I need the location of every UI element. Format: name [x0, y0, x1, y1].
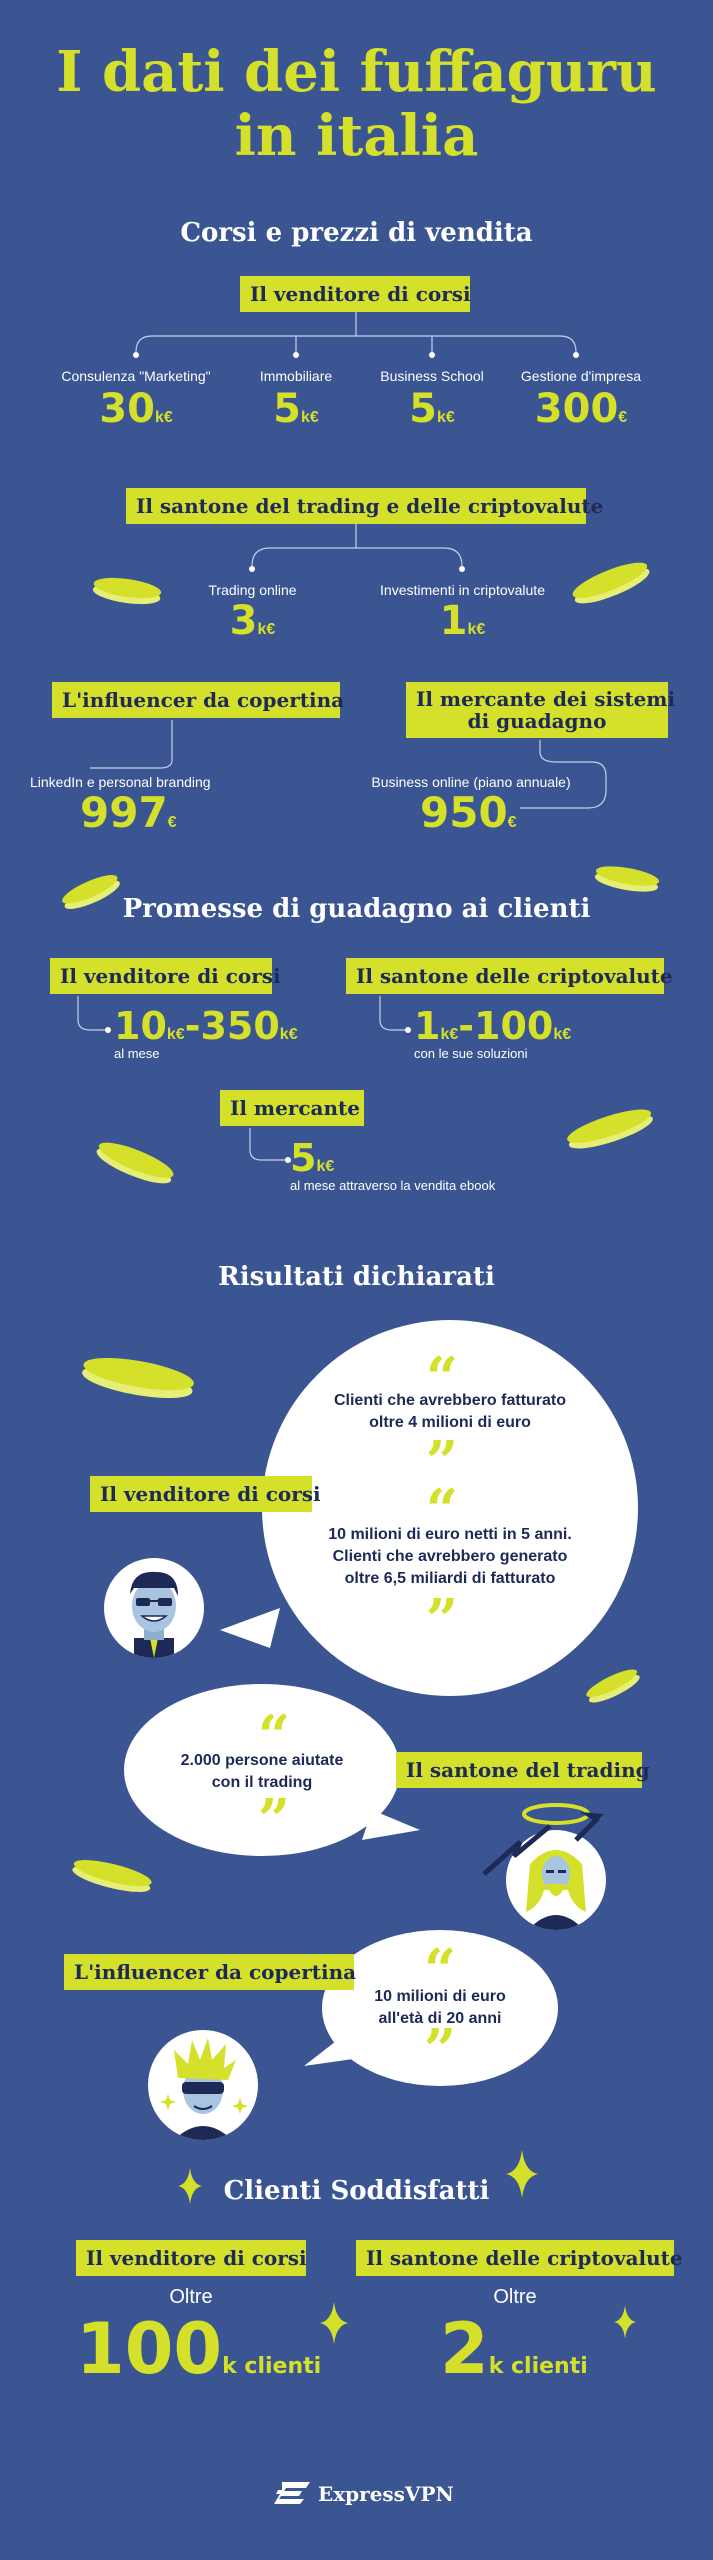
influencer-label: LinkedIn e personal branding	[30, 774, 211, 790]
courses-seller-tag: Il venditore di corsi	[240, 276, 470, 312]
clients-crypto-tag: Il santone delle criptovalute	[356, 2240, 674, 2276]
trading-label-online: Trading online	[208, 582, 297, 598]
coin-icon	[66, 1854, 158, 1898]
seller-quote-2: 10 milioni di euro netti in 5 anni. Clienti che avrebbero generato oltre 6,5 miliardi di fatturato	[328, 1526, 572, 1587]
results-trading-tag: Il santone del trading	[396, 1752, 642, 1788]
course-label-gestione: Gestione d'impresa	[520, 368, 642, 384]
promises-crypto-range: 1k€-100k€	[414, 1004, 572, 1048]
courses-merchant-tag: Il mercante dei sistemi di guadagno	[406, 682, 668, 738]
courses-influencer-tag: L'influencer da copertina	[52, 682, 340, 718]
merchant-price: 950€	[420, 788, 517, 837]
seller-avatar	[104, 1558, 204, 1658]
course-label-immobiliare: Immobiliare	[259, 368, 333, 384]
footer-brand-label: ExpressVPN	[318, 2482, 454, 2506]
promises-crypto-tag: Il santone delle criptovalute	[346, 958, 664, 994]
footer-brand[interactable]	[272, 2476, 454, 2510]
influencer-quote: 10 milioni di euro all'età di 20 anni	[374, 1988, 506, 2027]
influencer-avatar-icon	[148, 2030, 258, 2140]
promises-merchant-note: al mese attraverso la vendita ebook	[290, 1178, 496, 1193]
coin-icon	[56, 870, 126, 914]
clients-crypto-value: 2k clienti	[440, 2308, 588, 2390]
trading-quote: 2.000 persone aiutate con il trading	[180, 1752, 344, 1791]
trading-price-online: 3k€	[229, 598, 276, 644]
coin-icon	[562, 1104, 658, 1154]
course-label-business-school: Business School	[380, 368, 484, 384]
results-seller-tag: Il venditore di corsi	[90, 1476, 312, 1512]
seller-quote-1: Clienti che avrebbero fatturato oltre 4 milioni di euro	[333, 1392, 567, 1431]
merchant-label: Business online (piano annuale)	[371, 774, 571, 790]
promises-heading: Promesse di guadagno ai clienti	[122, 894, 591, 924]
coin-icon	[590, 862, 664, 896]
coin-icon	[90, 574, 164, 608]
clients-heading: Clienti Soddisfatti	[223, 2176, 490, 2206]
course-price-marketing: 30k€	[99, 386, 173, 432]
influencer-avatar	[148, 2030, 258, 2140]
course-price-immobiliare: 5k€	[273, 386, 319, 432]
sparkle-icon	[320, 2300, 348, 2346]
expressvpn-logo-icon	[272, 2480, 312, 2506]
sparkle-icon	[506, 2148, 538, 2200]
influencer-close-quote: ”	[423, 2017, 457, 2083]
seller-close-quote-1: ”	[425, 1429, 459, 1495]
lightning-icon	[480, 1808, 620, 1878]
promises-seller-range: 10k€-350k€	[114, 1004, 298, 1048]
clients-seller-value: 100k clienti	[76, 2308, 322, 2390]
clients-seller-tag: Il venditore di corsi	[76, 2240, 306, 2276]
promises-crypto-note: con le sue soluzioni	[414, 1046, 528, 1061]
promises-merchant-tag: Il mercante	[220, 1090, 364, 1126]
seller-open-quote-1: “	[425, 1345, 459, 1411]
coin-icon	[566, 558, 656, 608]
coin-icon	[90, 1138, 180, 1188]
clients-seller-prefix: Oltre	[169, 2286, 213, 2308]
influencer-price: 997€	[80, 788, 177, 837]
coin-icon	[580, 1664, 646, 1708]
seller-open-quote-2: “	[425, 1477, 459, 1543]
trading-label-crypto: Investimenti in criptovalute	[380, 582, 545, 598]
influencer-open-quote: “	[423, 1937, 457, 2003]
courses-heading: Corsi e prezzi di vendita	[180, 218, 533, 248]
results-influencer-tag: L'influencer da copertina	[64, 1954, 354, 1990]
sparkle-icon	[614, 2304, 636, 2340]
course-price-gestione: 300€	[534, 386, 628, 432]
courses-trading-tag: Il santone del trading e delle criptovalute	[126, 488, 586, 524]
promises-seller-tag: Il venditore di corsi	[50, 958, 272, 994]
promises-merchant-value: 5k€	[290, 1136, 335, 1180]
coin-icon	[76, 1350, 200, 1406]
seller-avatar-icon	[104, 1558, 204, 1658]
promises-seller-note: al mese	[114, 1046, 160, 1061]
page-title: I dati dei fuffaguru in italia	[56, 39, 657, 169]
seller-close-quote-2: ”	[425, 1587, 459, 1653]
trading-close-quote: ”	[257, 1787, 291, 1853]
sparkle-icon	[178, 2168, 202, 2204]
course-price-business-school: 5k€	[409, 386, 455, 432]
clients-crypto-prefix: Oltre	[493, 2286, 537, 2308]
course-label-marketing: Consulenza "Marketing"	[61, 368, 211, 384]
trading-open-quote: “	[257, 1703, 291, 1769]
trading-price-crypto: 1k€	[439, 598, 486, 644]
results-heading: Risultati dichiarati	[218, 1262, 495, 1292]
